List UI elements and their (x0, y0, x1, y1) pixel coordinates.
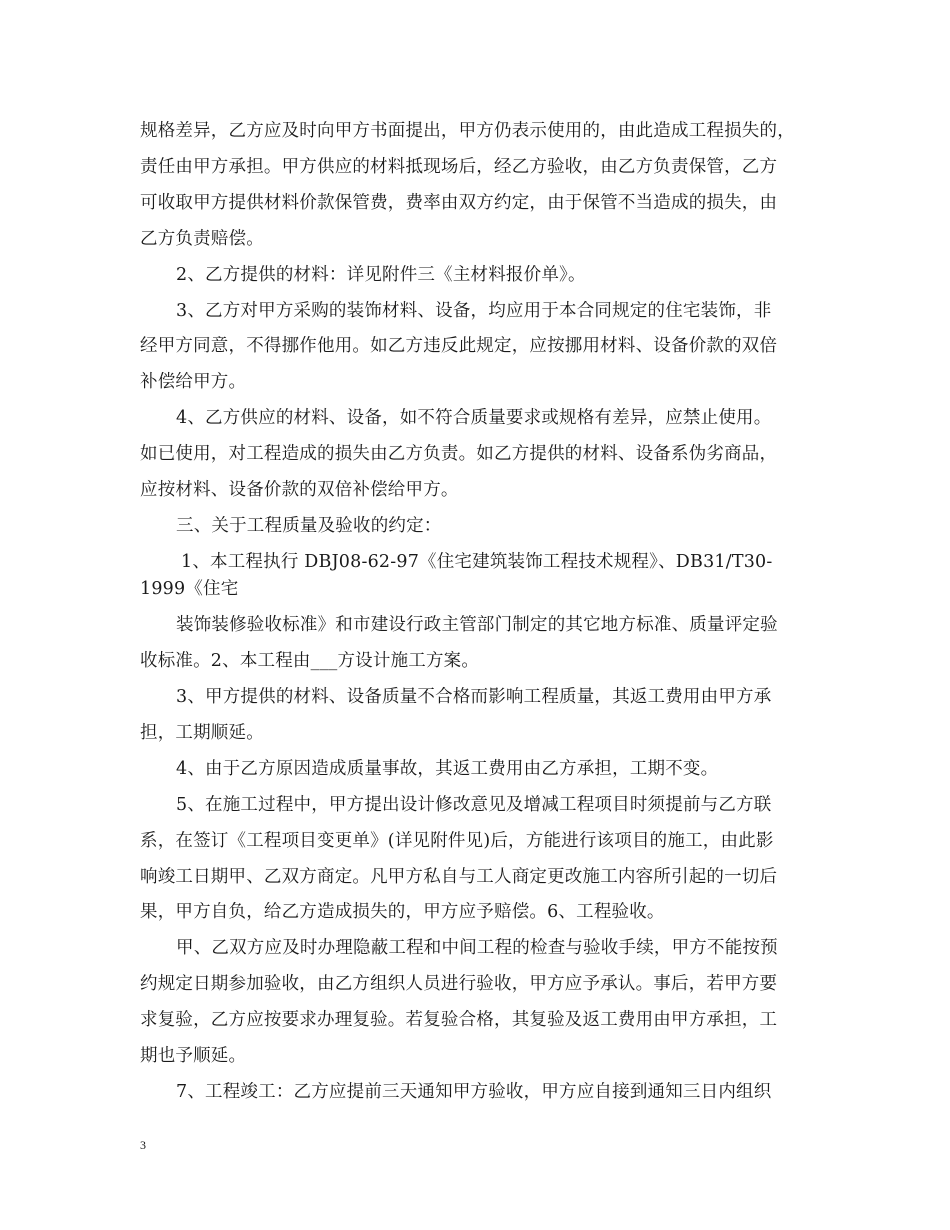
text-line: 7、工程竣工：乙方应提前三天通知甲方验收，甲方应自接到通知三日内组织 (176, 1082, 772, 1102)
text-line: 4、由于乙方原因造成质量事故，其返工费用由乙方承担，工期不变。 (176, 759, 719, 779)
text-line: 果，甲方自负，给乙方造成损失的，甲方应予赔偿。6、工程验收。 (140, 902, 665, 922)
text-line: 1999《住宅 (140, 579, 239, 599)
text-line: 经甲方同意，不得挪作他用。如乙方违反此规定，应按挪用材料、设备价款的双倍 (140, 336, 778, 356)
text-line: 可收取甲方提供材料价款保管费，费率由双方约定，由于保管不当造成的损失，由 (140, 193, 778, 213)
text-line: 责任由甲方承担。甲方供应的材料抵现场后，经乙方验收，由乙方负责保管，乙方 (140, 157, 778, 177)
text-line: 乙方负责赔偿。 (140, 229, 264, 249)
text-line: 响竣工日期甲、乙双方商定。凡甲方私自与工人商定更改施工内容所引起的一切后 (140, 867, 778, 887)
text-line: 系，在签订《工程项目变更单》(详见附件见)后，方能进行该项目的施工，由此影 (140, 831, 774, 851)
text-line: 3、甲方提供的材料、设备质量不合格而影响工程质量，其返工费用由甲方承 (176, 687, 772, 707)
text-line: 担，工期顺延。 (140, 723, 264, 743)
text-line: 如已使用，对工程造成的损失由乙方负责。如乙方提供的材料、设备系伪劣商品， (140, 444, 778, 464)
text-line: 补偿给甲方。 (140, 372, 247, 392)
text-line: 求复验，乙方应按要求办理复验。若复验合格，其复验及返工费用由甲方承担，工 (140, 1010, 778, 1030)
text-line: 2、乙方提供的材料：详见附件三《主材料报价单》。 (176, 265, 586, 285)
text-line: 5、在施工过程中，甲方提出设计修改意见及增减工程项目时须提前与乙方联 (176, 795, 772, 815)
text-line: 约规定日期参加验收，由乙方组织人员进行验收，甲方应予承认。事后，若甲方要 (140, 974, 778, 994)
text-line: 1、本工程执行 DBJ08-62-97《住宅建筑装饰工程技术规程》、DB31/T30- (181, 552, 773, 572)
text-line: 收标准。2、本工程由___方设计施工方案。 (140, 651, 480, 671)
text-line: 甲、乙双方应及时办理隐蔽工程和中间工程的检查与验收手续，甲方不能按预 (176, 938, 778, 958)
text-line: 3、乙方对甲方采购的装饰材料、设备，均应用于本合同规定的住宅装饰，非 (176, 301, 772, 321)
text-line: 应按材料、设备价款的双倍补偿给甲方。 (140, 480, 459, 500)
text-line: 规格差异，乙方应及时向甲方书面提出，甲方仍表示使用的，由此造成工程损失的， (140, 121, 795, 141)
page-number: 3 (140, 1138, 146, 1152)
text-line: 4、乙方供应的材料、设备，如不符合质量要求或规格有差异，应禁止使用。 (176, 408, 772, 428)
text-line: 装饰装修验收标准》和市建设行政主管部门制定的其它地方标准、质量评定验 (176, 615, 778, 635)
text-line: 期也予顺延。 (140, 1046, 247, 1066)
section-heading: 三、关于工程质量及验收的约定： (176, 516, 442, 536)
